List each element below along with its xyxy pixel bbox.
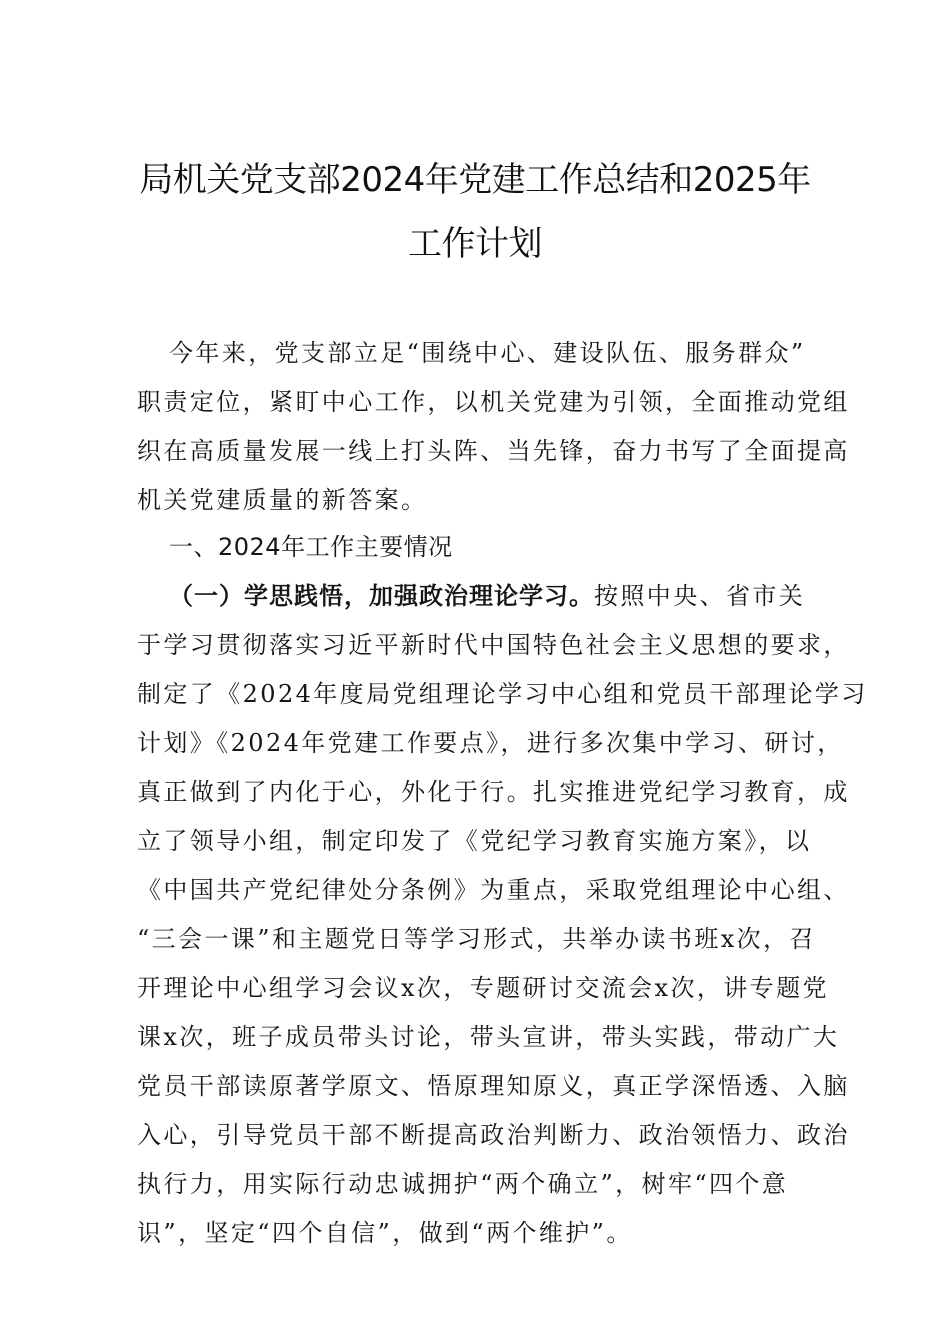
body-line: 立了领导小组，制定印发了《党纪学习教育实施方案》，以 — [137, 827, 812, 855]
body-line: 开理论中心组学习会议x次，专题研讨交流会x次，讲专题党 — [137, 974, 829, 1002]
document-title-line-1: 局机关党支部2024年党建工作总结和2025年 — [139, 160, 811, 200]
body-line: 识”，坚定“四个自信”，做到“两个维护”。 — [137, 1219, 633, 1247]
intro-paragraph-line: 职责定位，紧盯中心工作，以机关党建为引领，全面推动党组 — [137, 388, 850, 416]
document-title-line-2: 工作计划 — [408, 224, 542, 264]
body-line: 课x次，班子成员带头讨论，带头宣讲，带头实践，带动广大 — [137, 1023, 840, 1051]
body-line: 入心，引导党员干部不断提高政治判断力、政治领悟力、政治 — [137, 1121, 850, 1149]
subsection-first-line-text: 按照中央、省市关 — [594, 582, 806, 610]
body-line: 《中国共产党纪律处分条例》为重点，采取党组理论中心组、 — [137, 876, 850, 904]
body-line: 计划》《2024年党建工作要点》，进行多次集中学习、研讨， — [137, 729, 844, 757]
intro-paragraph-line: 织在高质量发展一线上打头阵、当先锋，奋力书写了全面提高 — [137, 437, 850, 465]
body-line: 党员干部读原著学原文、悟原理知原义，真正学深悟透、入脑 — [137, 1072, 850, 1100]
intro-paragraph-line: 今年来，党支部立足“围绕中心、建设队伍、服务群众” — [169, 339, 806, 367]
body-line: 于学习贯彻落实习近平新时代中国特色社会主义思想的要求， — [137, 631, 850, 659]
intro-paragraph-line: 机关党建质量的新答案。 — [137, 486, 428, 514]
subsection-heading: （一）学思践悟，加强政治理论学习。 — [169, 582, 594, 610]
body-line: 执行力，用实际行动忠诚拥护“两个确立”，树牢“四个意 — [137, 1170, 789, 1198]
subsection-first-line — [169, 579, 869, 613]
body-line: “三会一课”和主题党日等学习形式，共举办读书班x次，召 — [137, 925, 816, 953]
body-line: 真正做到了内化于心，外化于行。扎实推进党纪学习教育，成 — [137, 778, 850, 806]
section-heading: 一、2024年工作主要情况 — [169, 533, 453, 561]
body-line: 制定了《2024年度局党组理论学习中心组和党员干部理论学习 — [137, 680, 868, 708]
